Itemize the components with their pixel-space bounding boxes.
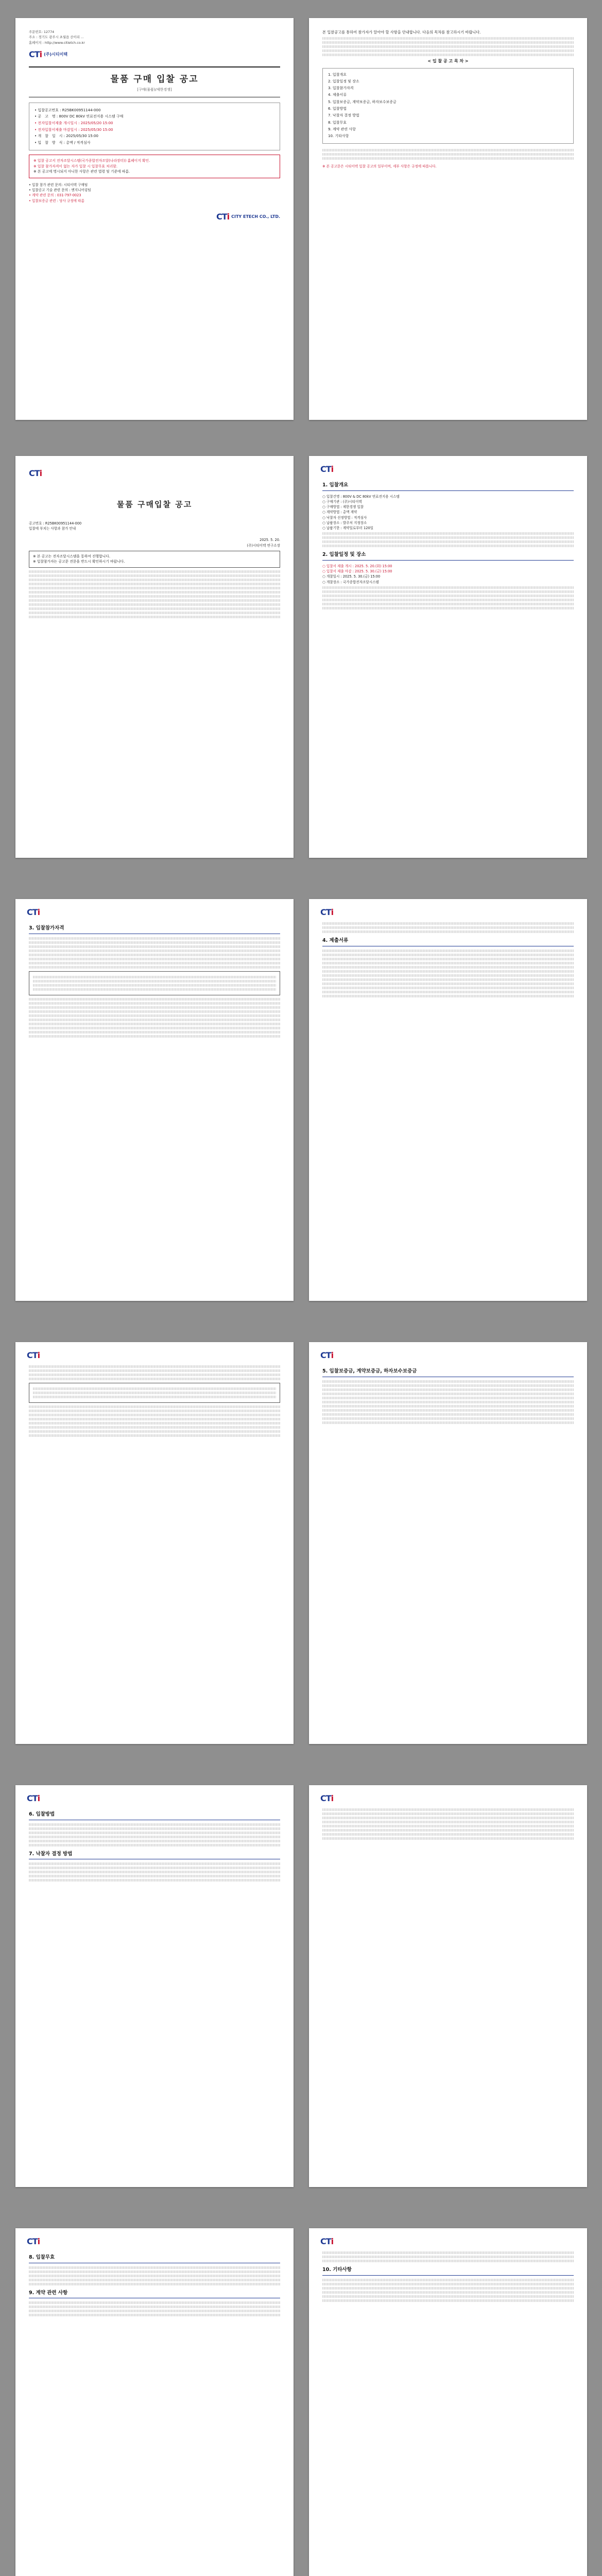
schedule-list [322, 564, 574, 585]
schedule-item: ○ 입찰서 제출 개시 : 2025. 5. 20.(화) 15:00 [322, 564, 392, 568]
text-block [29, 1862, 280, 1882]
page-8 [309, 1342, 587, 1744]
text-block [322, 922, 574, 933]
page-logo: CTi [320, 1350, 334, 1360]
notice-line: ※ 입찰 참가자격이 없는 자가 입찰 시 입찰무효 처리함. [33, 164, 118, 168]
page-6 [309, 899, 587, 1301]
notice-number: 공고번호 : R25BK00951144-000 [29, 521, 82, 526]
text-block [29, 1405, 280, 1437]
notice-line: ※ 입찰 공고서 전자조달시스템(국가종합전자조달(나라장터)) 홈페이지 확인. [33, 159, 150, 163]
overview-list [322, 494, 574, 531]
bid-info-line: • 입 찰 방 식 : 총액 / 적격심사 [35, 140, 91, 145]
page-10 [309, 1785, 587, 2187]
toc-item[interactable]: 3. 입찰참가자격 [328, 86, 354, 91]
text-block [29, 1823, 280, 1846]
toc-item[interactable]: 2. 입찰일정 및 장소 [328, 79, 359, 83]
toc-intro: 본 입찰공고를 통하여 참가자가 알아야 할 사항을 안내합니다. 다음의 목차를 참고하시기 바랍니다. [322, 30, 481, 35]
contact-line: • 계약 관련 문의 : 031-797-0023 [29, 193, 81, 198]
bid-info-line: • 전자입찰서제출 마감일시 : 2025/05/30 15:00 [35, 127, 113, 132]
text-block [322, 1380, 574, 1424]
section-heading: 6. 입찰방법 [29, 1811, 280, 1820]
toc-title: < 입 찰 공 고 목 차 > [427, 59, 469, 64]
overview-item: ○ 납품장소 : 발주처 지정장소 [322, 520, 367, 525]
page-logo: CTi [320, 1793, 334, 1803]
cover-contact-list [29, 182, 280, 204]
overview-item: ○ 납품기한 : 계약일로부터 120일 [322, 526, 374, 531]
company-logo [29, 48, 280, 61]
document-subtitle: [구매(물품)/제한경쟁] [137, 87, 172, 92]
page-12 [309, 2228, 587, 2576]
toc-item[interactable]: 7. 낙찰자 결정 방법 [328, 113, 359, 118]
section-heading: 5. 입찰보증금, 계약보증금, 하자보수보증금 [322, 1368, 574, 1377]
company-logo [29, 467, 280, 480]
notice-sign-block [29, 537, 280, 548]
text-block [322, 2279, 574, 2302]
text-block [29, 998, 280, 1038]
toc-item[interactable]: 6. 입찰방법 [328, 107, 347, 111]
page-logo: CTi [27, 2236, 40, 2246]
overview-item: ○ 구매기관 : (주)시티이텍 [322, 499, 362, 504]
overview-item: ○ 입찰건명 : 800V & DC 80kV 연료전지용 시스템 [322, 494, 400, 499]
meta-line: 홈페이지 : http://www.citietch.co.kr [29, 40, 85, 45]
notice-box-line: ※ 입찰참가자는 공고문 전문을 반드시 확인하시기 바랍니다. [33, 560, 125, 564]
notice-box [29, 551, 280, 568]
page-5 [15, 899, 294, 1301]
cover-footer-logo [29, 211, 280, 224]
page-4 [309, 456, 587, 858]
page-logo: CTi [27, 1350, 40, 1360]
page-logo: CTi [320, 464, 334, 474]
overview-item: ○ 계약방법 : 총액 계약 [322, 510, 357, 515]
logo-mark: CTi [216, 211, 230, 222]
contact-line: • 입찰보증금 관련 : 당사 규정에 따름 [29, 198, 84, 203]
cover-title-box [29, 66, 280, 97]
page-logo: CTi [320, 907, 334, 917]
section-heading: 10. 기타사항 [322, 2266, 574, 2276]
text-block [29, 2301, 280, 2316]
overview-item: ○ 구매방법 : 제한경쟁 입찰 [322, 505, 364, 510]
section-heading: 4. 제출서류 [322, 937, 574, 946]
toc-item[interactable]: 8. 입찰무효 [328, 120, 347, 125]
toc-item[interactable]: 10. 기타사항 [328, 134, 349, 139]
qualification-box [29, 971, 280, 995]
bid-info-box [29, 103, 280, 151]
page-1 [15, 18, 294, 420]
cover-meta [29, 29, 280, 45]
section-heading: 7. 낙찰자 결정 방법 [29, 1851, 280, 1860]
document-title: 물품 구매 입찰 공고 [110, 74, 199, 84]
overview-item: ○ 낙찰자 선정방법 : 적격심사 [322, 515, 367, 520]
text-block [322, 586, 574, 609]
notice-date: 2025. 5. 20. [260, 538, 280, 543]
section-heading: 8. 입찰무효 [29, 2254, 280, 2263]
toc-item[interactable]: 1. 입찰개요 [328, 72, 347, 77]
toc-item[interactable]: 5. 입찰보증금, 계약보증금, 하자보수보증금 [328, 99, 397, 104]
schedule-item: ○ 개찰장소 : 국가종합전자조달시스템 [322, 580, 379, 584]
text-block [29, 1365, 280, 1380]
notice-title-block [29, 499, 280, 511]
section-heading: 3. 입찰참가자격 [29, 925, 280, 934]
text-block [322, 2251, 574, 2262]
cover-notice-box [29, 155, 280, 178]
bid-info-line: • 전자입찰서제출 개시일시 : 2025/05/20 15:00 [35, 121, 113, 125]
toc-item[interactable]: 4. 제출서류 [328, 93, 347, 97]
page-logo: CTi [27, 907, 40, 917]
text-block [322, 950, 574, 997]
schedule-item: ○ 개찰일시 : 2025. 5. 30.(금) 15:00 [322, 574, 381, 579]
contact-line: • 입찰 참가 관련 문의: 시티이텍 구매팀 [29, 182, 88, 187]
section-heading: 1. 입찰개요 [322, 482, 574, 491]
text-block [322, 532, 574, 547]
page-3 [15, 456, 294, 858]
text-block [29, 937, 280, 969]
text-block [29, 599, 280, 618]
meta-line: 주문번호: 12774 [29, 30, 55, 34]
logo-mark: CTi [29, 468, 42, 478]
page-11 [15, 2228, 294, 2576]
page-2 [309, 18, 587, 420]
table-of-contents [322, 68, 574, 144]
text-block [29, 570, 280, 598]
cover-footnote: ※ 본 공고문은 시티이텍 입찰 공고의 일부이며, 세부 사항은 규정에 따릅니다. [322, 164, 437, 168]
notice-box-line: ※ 본 공고는 전자조달시스템을 통하여 진행합니다. [33, 554, 110, 558]
page-9 [15, 1785, 294, 2187]
notice-address: 입찰에 부치는 사항과 참가 안내 [29, 527, 76, 531]
schedule-item: ○ 입찰서 제출 마감 : 2025. 5. 30.(금) 15:00 [322, 569, 392, 574]
toc-item[interactable]: 9. 계약 관련 사항 [328, 127, 356, 131]
bid-info-line: • 공 고 명 : 800V DC 80kV 연료전지용 시스템 구매 [35, 114, 124, 119]
text-block [322, 37, 574, 56]
section-heading: 2. 입찰일정 및 장소 [322, 551, 574, 561]
meta-line: 주소 : 경기도 광주시 초월읍 산이리 ... [29, 35, 84, 40]
logo-name: (주)시티이텍 [44, 52, 68, 57]
text-block [29, 2266, 280, 2285]
section-heading: 9. 계약 관련 사항 [29, 2290, 280, 2299]
notice-title: 물품 구매입찰 공고 [116, 499, 193, 509]
logo-mark: CTi [29, 49, 42, 59]
text-block [322, 149, 574, 160]
text-block [322, 1808, 574, 1840]
deposit-box [29, 1383, 280, 1403]
contact-line: • 입찰공고 기술 관련 문의 : 엔지니어링팀 [29, 188, 91, 193]
bid-info-line: • 개 찰 일 시 : 2025/05/30 15:00 [35, 134, 98, 139]
notice-signer: (주)시티이텍 연구소장 [247, 543, 280, 548]
page-7 [15, 1342, 294, 1744]
page-logo: CTi [320, 2236, 334, 2246]
page-logo: CTi [27, 1793, 40, 1803]
logo-name-en: CITY ETECH CO., LTD. [231, 214, 280, 219]
notice-line: ※ 본 공고에 명시되지 아니한 사항은 관련 법령 및 기준에 따름. [33, 170, 130, 174]
bid-info-line: • 입찰공고번호 : R25BK00951144-000 [35, 108, 101, 112]
